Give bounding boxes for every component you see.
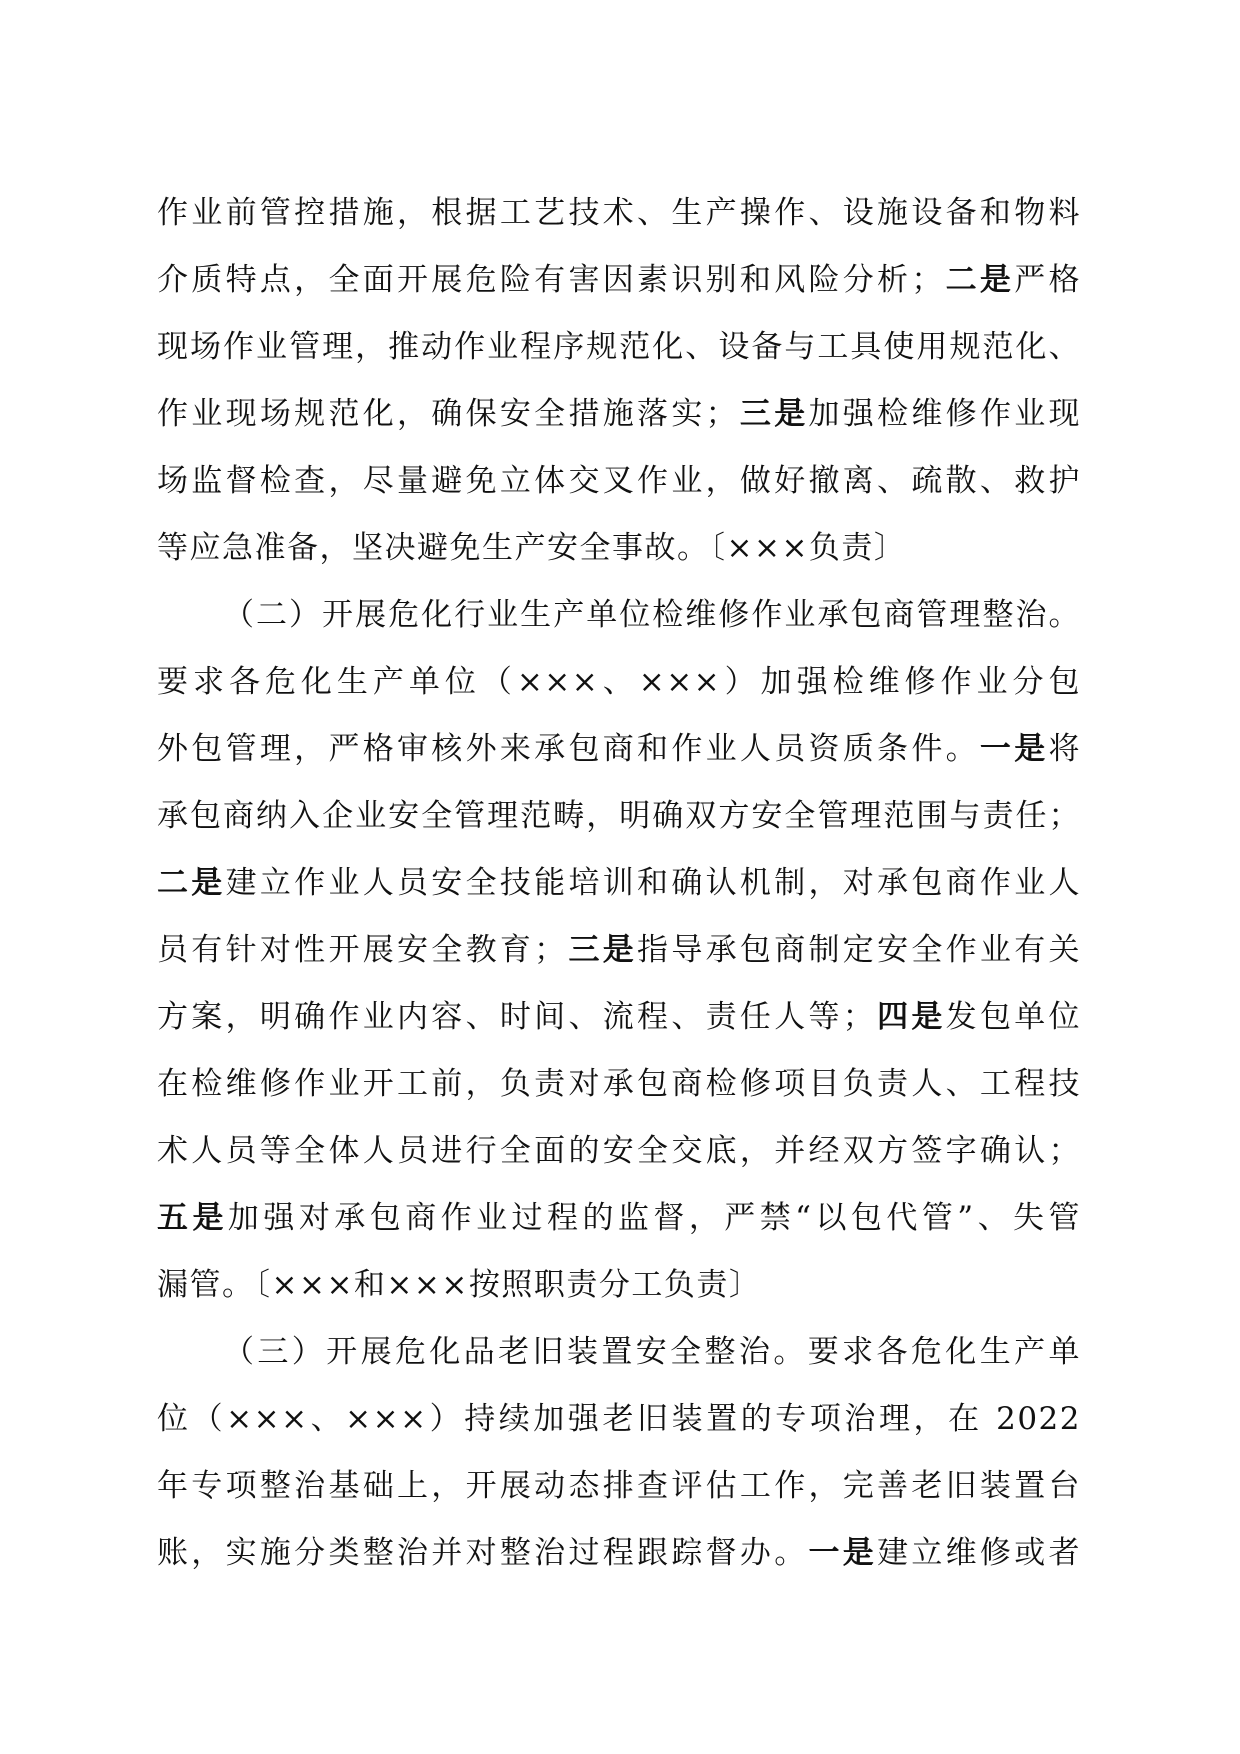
text-line — [157, 649, 1081, 716]
text-line — [157, 850, 1081, 917]
text-segment: 加强检维修作业现 — [808, 396, 1081, 432]
text-segment: 要求各危化生产单位（×××、×××）加强检维修作业分包 — [157, 664, 1081, 700]
text-line — [157, 515, 1081, 582]
text-segment: 现场作业管理，推动作业程序规范化、设备与工具使用规范化、 — [157, 329, 1081, 365]
text-line — [157, 448, 1081, 515]
paragraph — [157, 180, 1081, 582]
section-heading-line — [157, 582, 1081, 649]
text-segment: 场监督检查，尽量避免立体交叉作业，做好撤离、疏散、救护 — [157, 463, 1081, 499]
paragraph — [157, 582, 1081, 1319]
body-text — [157, 180, 1081, 1587]
text-line — [157, 917, 1081, 984]
text-line — [157, 381, 1081, 448]
text-line — [157, 1252, 1081, 1319]
bold-lead-phrase: 三是 — [738, 396, 809, 432]
section-heading: （三）开展危化品老旧装置安全整治。要求各危化生产单 — [223, 1334, 1081, 1370]
text-line — [157, 1453, 1081, 1520]
text-line — [157, 783, 1081, 850]
text-segment: 漏管。〔×××和×××按照职责分工负责〕 — [157, 1267, 762, 1303]
text-segment: 建立维修或者 — [877, 1535, 1081, 1571]
text-segment: 账，实施分类整治并对整治过程跟踪督办。 — [157, 1535, 809, 1571]
text-line — [157, 1520, 1081, 1587]
bold-lead-phrase: 三是 — [566, 932, 638, 968]
bold-lead-phrase: 二是 — [943, 262, 1015, 298]
bold-lead-phrase: 四是 — [875, 999, 946, 1035]
bold-lead-phrase: 一是 — [808, 1535, 878, 1571]
text-line — [157, 247, 1081, 314]
text-segment: 员有针对性开展安全教育； — [157, 932, 567, 968]
text-line — [157, 314, 1081, 381]
text-line — [157, 1051, 1081, 1118]
paragraph — [157, 1319, 1081, 1587]
text-segment: 方案，明确作业内容、时间、流程、责任人等； — [157, 999, 876, 1035]
text-line — [157, 716, 1081, 783]
text-segment: 位（×××、×××）持续加强老旧装置的专项治理，在 2022 — [157, 1401, 1081, 1437]
text-line — [157, 1118, 1081, 1185]
text-segment: 发包单位 — [945, 999, 1081, 1035]
text-line — [157, 984, 1081, 1051]
text-segment: 外包管理，严格审核外来承包商和作业人员资质条件。 — [157, 731, 980, 767]
text-line — [157, 1386, 1081, 1453]
text-segment: 承包商纳入企业安全管理范畴，明确双方安全管理范围与责任； — [157, 798, 1081, 834]
text-segment: 指导承包商制定安全作业有关 — [637, 932, 1081, 968]
text-line — [157, 1185, 1081, 1252]
bold-lead-phrase: 二是 — [157, 865, 226, 901]
bold-lead-phrase: 一是 — [979, 731, 1049, 767]
text-segment: 加强对承包商作业过程的监督，严禁“以包代管”、失管 — [227, 1200, 1081, 1236]
text-segment: 严格 — [1014, 262, 1081, 298]
text-segment: 术人员等全体人员进行全面的安全交底，并经双方签字确认； — [157, 1133, 1081, 1169]
text-segment: 作业现场规范化，确保安全措施落实； — [157, 396, 739, 432]
bold-lead-phrase: 五是 — [157, 1200, 228, 1236]
text-line — [157, 180, 1081, 247]
text-segment: 等应急准备，坚决避免生产安全事故。〔×××负责〕 — [157, 530, 907, 566]
text-segment: 将 — [1048, 731, 1081, 767]
text-segment: 在检维修作业开工前，负责对承包商检修项目负责人、工程技 — [157, 1066, 1081, 1102]
section-heading: （二）开展危化行业生产单位检维修作业承包商管理整治。 — [223, 597, 1081, 633]
section-heading-line — [157, 1319, 1081, 1386]
text-segment: 建立作业人员安全技能培训和确认机制，对承包商作业人 — [225, 865, 1081, 901]
text-segment: 年专项整治基础上，开展动态排查评估工作，完善老旧装置台 — [157, 1468, 1081, 1504]
text-segment: 介质特点，全面开展危险有害因素识别和风险分析； — [157, 262, 944, 298]
text-segment: 作业前管控措施，根据工艺技术、生产操作、设施设备和物料 — [157, 195, 1081, 231]
